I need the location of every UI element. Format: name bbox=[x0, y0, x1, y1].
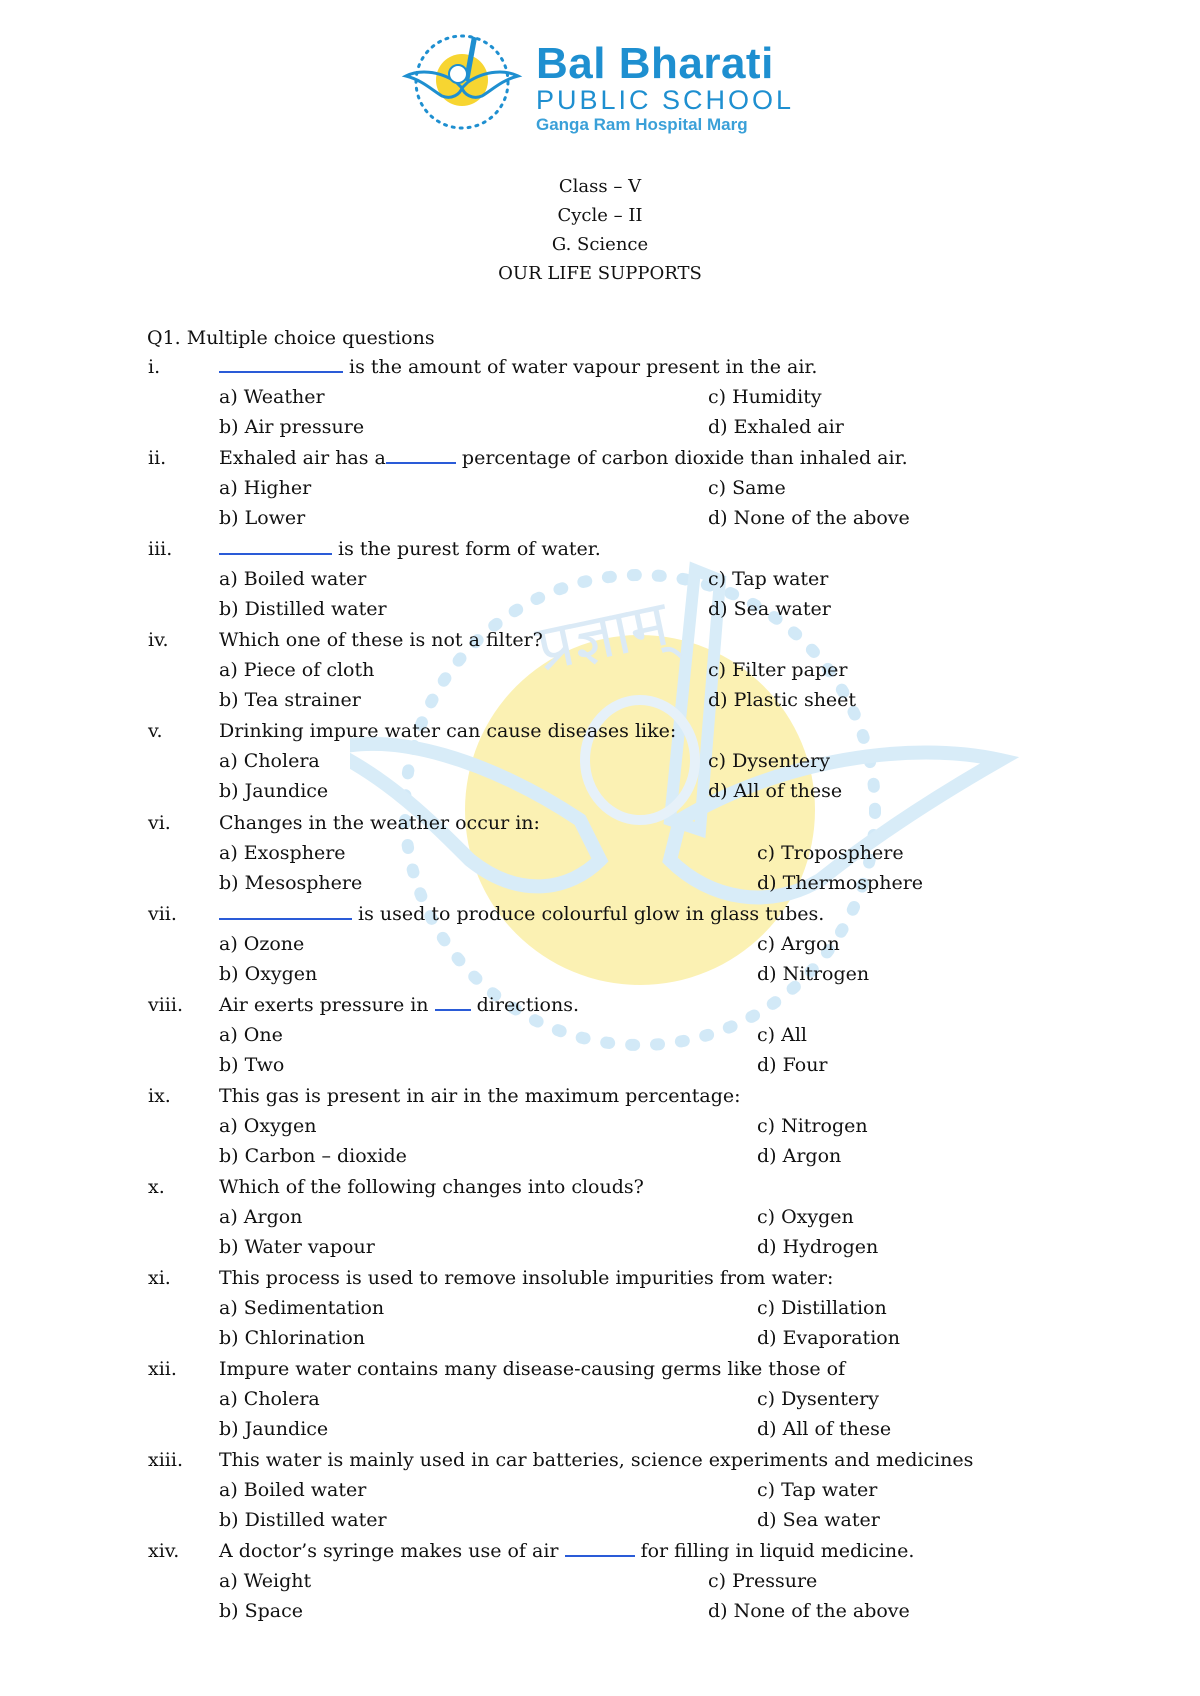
question-text-start: Air exerts pressure in bbox=[219, 994, 435, 1016]
option-d[interactable]: d) Thermosphere bbox=[757, 872, 924, 894]
option-c[interactable]: c) Filter paper bbox=[708, 659, 848, 681]
option-d[interactable]: d) Nitrogen bbox=[757, 963, 870, 985]
option-a[interactable]: a) Piece of cloth bbox=[219, 659, 375, 681]
question-text bbox=[219, 903, 824, 925]
question-text bbox=[219, 720, 676, 742]
option-a[interactable]: a) Higher bbox=[219, 477, 312, 499]
option-a[interactable]: a) One bbox=[219, 1024, 283, 1046]
option-d[interactable]: d) Sea water bbox=[757, 1509, 880, 1531]
question-number: xii. bbox=[148, 1358, 177, 1380]
question-number: viii. bbox=[148, 994, 184, 1016]
option-c[interactable]: c) Humidity bbox=[708, 386, 822, 408]
option-a[interactable]: a) Cholera bbox=[219, 1388, 320, 1410]
option-d[interactable]: d) Hydrogen bbox=[757, 1236, 879, 1258]
question-text-start: Changes in the weather occur in: bbox=[219, 812, 540, 834]
option-b[interactable]: b) Distilled water bbox=[219, 1509, 387, 1531]
option-b[interactable]: b) Mesosphere bbox=[219, 872, 363, 894]
option-c[interactable]: c) Tap water bbox=[757, 1479, 878, 1501]
question-text-start: This water is mainly used in car batteries, science experiments and medicines bbox=[219, 1449, 974, 1471]
question-text bbox=[219, 1267, 833, 1289]
question-text-start: A doctor’s syringe makes use of air bbox=[219, 1540, 565, 1562]
question-text-start: Which of the following changes into clouds? bbox=[219, 1176, 644, 1198]
question-text-start: This gas is present in air in the maximum percentage: bbox=[219, 1085, 741, 1107]
option-b[interactable]: b) Space bbox=[219, 1600, 304, 1622]
question-text bbox=[219, 994, 579, 1016]
option-a[interactable]: a) Weight bbox=[219, 1570, 312, 1592]
option-d[interactable]: d) None of the above bbox=[708, 507, 910, 529]
question-text bbox=[219, 629, 543, 651]
option-d[interactable]: d) Exhaled air bbox=[708, 416, 844, 438]
school-location: Ganga Ram Hospital Marg bbox=[536, 115, 748, 134]
question-number: i. bbox=[148, 356, 161, 378]
logo-emblem bbox=[398, 30, 526, 134]
question-text bbox=[219, 1358, 845, 1380]
option-b[interactable]: b) Water vapour bbox=[219, 1236, 375, 1258]
question-number: xi. bbox=[148, 1267, 171, 1289]
option-b[interactable]: b) Oxygen bbox=[219, 963, 318, 985]
subject-label: G. Science bbox=[551, 234, 649, 255]
option-a[interactable]: a) Sedimentation bbox=[219, 1297, 385, 1319]
option-c[interactable]: c) Tap water bbox=[708, 568, 829, 590]
option-b[interactable]: b) Lower bbox=[219, 507, 306, 529]
option-d[interactable]: d) Evaporation bbox=[757, 1327, 900, 1349]
option-b[interactable]: b) Air pressure bbox=[219, 416, 365, 438]
option-d[interactable]: d) All of these bbox=[708, 780, 843, 802]
class-label: Class – V bbox=[558, 176, 642, 197]
fill-in-blank[interactable] bbox=[386, 448, 456, 464]
option-a[interactable]: a) Argon bbox=[219, 1206, 303, 1228]
option-a[interactable]: a) Weather bbox=[219, 386, 325, 408]
question-text-start: Drinking impure water can cause diseases like: bbox=[219, 720, 677, 742]
question-number: xiv. bbox=[148, 1540, 180, 1562]
option-c[interactable]: c) Oxygen bbox=[757, 1206, 854, 1228]
question-number: vii. bbox=[148, 903, 177, 925]
option-c[interactable]: c) Same bbox=[708, 477, 786, 499]
option-d[interactable]: d) None of the above bbox=[708, 1600, 910, 1622]
question-number: vi. bbox=[148, 812, 171, 834]
question-text bbox=[219, 1085, 741, 1107]
option-b[interactable]: b) Two bbox=[219, 1054, 285, 1076]
question-text-start: Impure water contains many disease-causing germs like those of bbox=[219, 1358, 846, 1380]
option-d[interactable]: d) Sea water bbox=[708, 598, 831, 620]
question-text-end: directions. bbox=[470, 994, 580, 1016]
question-number: v. bbox=[148, 720, 163, 742]
fill-in-blank[interactable] bbox=[565, 1541, 635, 1557]
question-number: ix. bbox=[148, 1085, 171, 1107]
question-text bbox=[219, 1540, 914, 1562]
fill-in-blank[interactable] bbox=[219, 904, 352, 920]
school-name: Bal Bharati bbox=[536, 39, 774, 88]
question-number: xiii. bbox=[148, 1449, 183, 1471]
option-b[interactable]: b) Chlorination bbox=[219, 1327, 366, 1349]
option-d[interactable]: d) Argon bbox=[757, 1145, 842, 1167]
watermark-motto: प्रज्ञाम् bbox=[530, 586, 675, 687]
option-d[interactable]: d) Four bbox=[757, 1054, 828, 1076]
option-b[interactable]: b) Jaundice bbox=[219, 780, 329, 802]
section-title: Q1. Multiple choice questions bbox=[147, 327, 435, 349]
option-b[interactable]: b) Distilled water bbox=[219, 598, 387, 620]
question-text bbox=[219, 1449, 973, 1471]
school-type: PUBLIC SCHOOL bbox=[536, 85, 795, 115]
question-text-start: Exhaled air has a bbox=[219, 447, 386, 469]
option-a[interactable]: a) Cholera bbox=[219, 750, 320, 772]
option-c[interactable]: c) Dysentery bbox=[757, 1388, 879, 1410]
option-a[interactable]: a) Boiled water bbox=[219, 568, 367, 590]
fill-in-blank[interactable] bbox=[219, 539, 332, 555]
option-a[interactable]: a) Exosphere bbox=[219, 842, 346, 864]
question-text-start: This process is used to remove insoluble impurities from water: bbox=[219, 1267, 834, 1289]
topic-title: OUR LIFE SUPPORTS bbox=[498, 263, 702, 284]
question-text-end: percentage of carbon dioxide than inhaled air. bbox=[455, 447, 908, 469]
question-text bbox=[219, 538, 601, 560]
option-b[interactable]: b) Tea strainer bbox=[219, 689, 361, 711]
option-c[interactable]: c) Distillation bbox=[757, 1297, 887, 1319]
option-c[interactable]: c) Dysentery bbox=[708, 750, 830, 772]
option-b[interactable]: b) Jaundice bbox=[219, 1418, 329, 1440]
fill-in-blank[interactable] bbox=[219, 357, 343, 373]
question-text bbox=[219, 356, 817, 378]
question-text-start: Which one of these is not a filter? bbox=[219, 629, 543, 651]
question-text bbox=[219, 812, 540, 834]
option-c[interactable]: c) Nitrogen bbox=[757, 1115, 868, 1137]
question-number: iii. bbox=[148, 538, 173, 560]
option-a[interactable]: a) Oxygen bbox=[219, 1115, 317, 1137]
option-c[interactable]: c) Argon bbox=[757, 933, 840, 955]
question-text-end: is the purest form of water. bbox=[332, 538, 601, 560]
question-text-end: for filling in liquid medicine. bbox=[634, 1540, 915, 1562]
fill-in-blank[interactable] bbox=[435, 995, 471, 1011]
option-c[interactable]: c) All bbox=[757, 1024, 807, 1046]
option-a[interactable]: a) Boiled water bbox=[219, 1479, 367, 1501]
cycle-label: Cycle – II bbox=[557, 205, 643, 226]
school-logo bbox=[398, 30, 795, 140]
question-text bbox=[219, 1176, 644, 1198]
question-text-end: is the amount of water vapour present in the air. bbox=[343, 356, 818, 378]
question-number: x. bbox=[148, 1176, 165, 1198]
school-brand bbox=[536, 39, 795, 136]
option-b[interactable]: b) Carbon – dioxide bbox=[219, 1145, 407, 1167]
option-c[interactable]: c) Pressure bbox=[708, 1570, 818, 1592]
question-text bbox=[219, 447, 908, 469]
option-a[interactable]: a) Ozone bbox=[219, 933, 305, 955]
question-text-end: is used to produce colourful glow in glass tubes. bbox=[352, 903, 825, 925]
option-d[interactable]: d) Plastic sheet bbox=[708, 689, 857, 711]
question-number: iv. bbox=[148, 629, 169, 651]
question-number: ii. bbox=[148, 447, 167, 469]
option-d[interactable]: d) All of these bbox=[757, 1418, 892, 1440]
option-c[interactable]: c) Troposphere bbox=[757, 842, 904, 864]
